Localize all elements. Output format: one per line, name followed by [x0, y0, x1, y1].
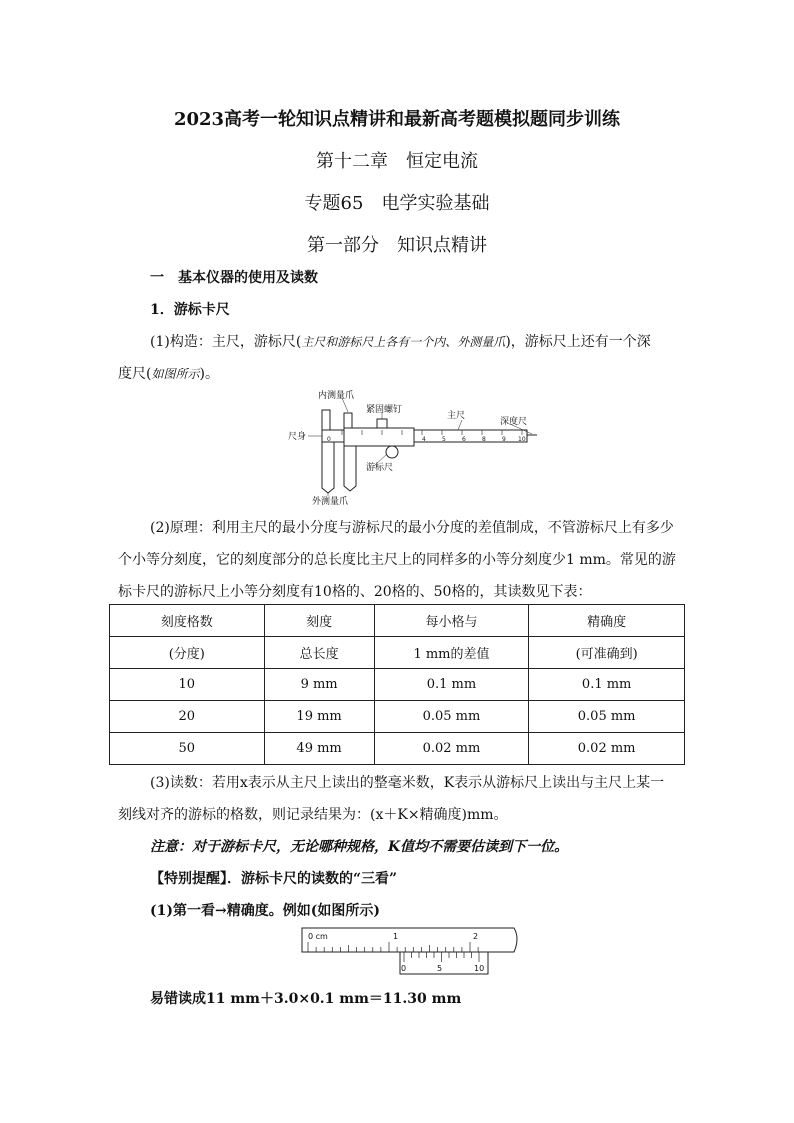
table-cell: 19 mm: [264, 701, 374, 733]
header-cell: (分度): [110, 637, 265, 669]
vernier-label: 10: [474, 964, 485, 973]
principle-line2: 个小等分刻度，它的刻度部分的总长度比主尺上的同样多的小等分刻度少1 mm。常见的游: [118, 552, 676, 568]
construct-line2b: )。: [199, 366, 219, 382]
scale-number: 10: [518, 436, 526, 443]
header-cell: 1 mm的差值: [374, 637, 529, 669]
vernier-label: 0: [401, 964, 407, 973]
label-depth: 深度尺: [500, 417, 528, 427]
construct-paragraph-line2: [118, 358, 219, 390]
table-row: [110, 733, 685, 765]
section-heading: 一 基本仪器的使用及读数: [150, 270, 318, 286]
vernier-label: 5: [437, 964, 443, 973]
table-cell: 50: [110, 733, 265, 765]
scale-figure: [300, 926, 525, 978]
table-header-row: [110, 605, 685, 637]
wrong-reading: 易错读成11 mm＋3.0×0.1 mm＝11.30 mm: [150, 991, 462, 1007]
table-header-row: [110, 637, 685, 669]
scale-number: 6: [462, 436, 466, 443]
reading-line1: (3)读数：若用x表示从主尺上读出的整毫米数，K表示从游标尺上读出与主尺上某一: [150, 775, 665, 791]
label-inner-jaw: 内测量爪: [318, 391, 355, 401]
principle-line3: 标卡尺的游标尺上小等分刻度有10格的、20格的、50格的，其读数见下表：: [118, 584, 592, 600]
scale-number: 9: [502, 436, 506, 443]
label-vernier: 游标尺: [366, 463, 394, 473]
table-cell: 0.02 mm: [529, 733, 685, 765]
table-cell: 10: [110, 669, 265, 701]
table-cell: 49 mm: [264, 733, 374, 765]
table-cell: 0.05 mm: [529, 701, 685, 733]
construct-tail: )，游标尺上还有一个深: [505, 334, 651, 350]
table-row: [110, 669, 685, 701]
header-cell: 刻度: [264, 605, 374, 637]
table-cell: 0.1 mm: [529, 669, 685, 701]
chapter-title: 第十二章 恒定电流: [316, 151, 478, 172]
table-cell: 0.1 mm: [374, 669, 529, 701]
series-title: 2023高考一轮知识点精讲和最新高考题模拟题同步训练: [173, 109, 621, 130]
scale-number: 8: [482, 436, 486, 443]
label-outer-jaw: 外测量爪: [312, 497, 349, 507]
topic-title: 专题65 电学实验基础: [304, 193, 490, 214]
scale-number: 4: [422, 436, 426, 443]
construct-note: 主尺和游标尺上各有一个内、外测量爪: [301, 335, 506, 349]
construct-lead: (1)构造：主尺，游标尺(: [150, 334, 302, 350]
main-label: 1: [393, 932, 399, 941]
header-cell: 每小格与: [374, 605, 529, 637]
scale-number: 5: [442, 436, 446, 443]
label-screw: 紧固螺钉: [366, 405, 403, 415]
table-cell: 0.02 mm: [374, 733, 529, 765]
table-cell: 20: [110, 701, 265, 733]
subsection-heading: 1．游标卡尺: [150, 302, 230, 318]
main-label: 0 cm: [308, 932, 328, 941]
caliper-figure: [282, 388, 542, 508]
table-cell: 0.05 mm: [374, 701, 529, 733]
header-cell: 总长度: [264, 637, 374, 669]
main-label: 2: [473, 932, 479, 941]
part-title: 第一部分 知识点精讲: [307, 235, 487, 256]
label-main: 主尺: [447, 411, 466, 421]
construct-paragraph: [150, 326, 710, 358]
header-cell: 刻度格数: [110, 605, 265, 637]
table-cell: 9 mm: [264, 669, 374, 701]
label-body: 尺身: [288, 432, 307, 442]
construct-line2a: 度尺(: [118, 366, 152, 382]
reading-note: 注意：对于游标卡尺，无论哪种规格，K值均不需要估读到下一位。: [150, 839, 569, 855]
table-row: [110, 701, 685, 733]
reading-line2: 刻线对齐的游标的格数，则记录结果为：(x＋K×精确度)mm。: [118, 807, 508, 823]
construct-line2note: 如图所示: [151, 367, 200, 381]
principle-line1: (2)原理：利用主尺的最小分度与游标尺的最小分度的差值制成，不管游标尺上有多少: [150, 520, 674, 536]
tip-heading: 【特别提醒】．游标卡尺的读数的“三看”: [150, 871, 398, 887]
header-cell: 精确度: [529, 605, 685, 637]
vernier-table: [109, 604, 685, 765]
scale-number: 0: [327, 436, 331, 443]
look1: (1)第一看→精确度。例如(如图所示): [150, 903, 380, 919]
header-cell: (可准确到): [529, 637, 685, 669]
